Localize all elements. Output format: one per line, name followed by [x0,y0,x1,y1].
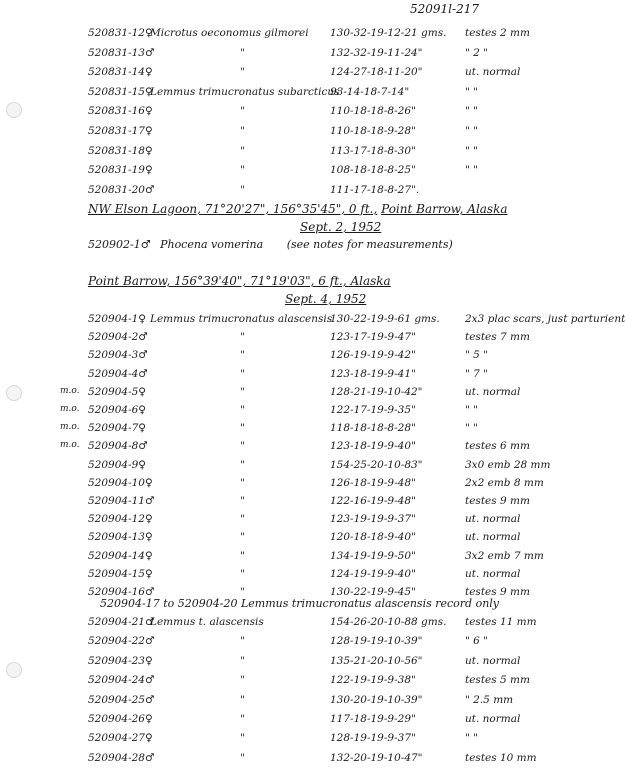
catalog-number: 520831-17♀ [88,125,153,137]
species-name: Lemmus trimucronatus subarcticus [150,85,340,98]
date-heading: Sept. 2, 1952 [300,220,382,234]
ditto-mark: " [240,349,245,362]
specimen-row [0,102,600,120]
ditto-mark: " [240,751,245,764]
ditto-mark: " [240,125,245,137]
specimen-row [0,365,600,383]
measurements: 154-25-20-10-83" [330,458,423,471]
location-place: Point Barrow, 156°39'40", 71°19'03", 6 ft., Alaska [88,274,391,288]
measurements: 128-19-19-10-39" [330,635,423,648]
catalog-number: 520831-14♀ [88,66,153,79]
measurements: 122-16-19-9-48" [330,495,416,507]
specimen-notes: 2x2 emb 8 mm [465,476,544,489]
catalog-number: 520904-15♀ [88,567,153,580]
catalog-number: 520904-13♀ [88,531,153,544]
specimen-notes: testes 9 mm [465,586,530,598]
species-name: Phocena vomerina [160,238,264,251]
specimen-notes: " 5 " [465,349,489,362]
specimen-notes: testes 6 mm [465,440,530,453]
catalog-number: 520904-6♀ [88,404,146,416]
entry-note: (see notes for measurements) [286,238,453,251]
specimen-notes: ut. normal [465,713,521,725]
ditto-mark: " [240,495,245,507]
specimen-notes: " 2.5 mm [465,693,514,706]
ditto-mark: " [240,693,245,706]
measurements: 154-26-20-10-88 gms. [330,616,447,628]
ditto-mark: " [240,144,245,157]
measurements: 130-22-19-9-61 gms. [330,313,440,325]
location-heading-elson-lagoon [88,202,508,216]
specimen-notes: " 2 " [465,46,489,59]
mo-mark: m.o. [60,422,80,433]
ditto-mark: " [240,164,245,177]
specimen-notes: testes 5 mm [465,674,530,687]
measurements: 113-17-18-8-30" [330,144,416,157]
specimen-row [0,652,600,670]
catalog-number: 520831-20♂ [88,183,155,196]
catalog-number: 520904-7♀ [88,422,146,435]
specimen-notes: ut. normal [465,654,521,667]
catalog-number: 520904-9♀ [88,458,146,471]
ditto-mark: " [240,422,245,435]
specimen-row [0,528,600,546]
specimen-row [0,671,600,689]
specimen-row [0,44,600,62]
ditto-mark: " [240,549,245,562]
specimen-notes: " " [465,164,478,177]
mo-mark: m.o. [60,440,80,451]
specimen-row [0,632,600,650]
measurements: 123-17-19-9-47" [330,331,416,344]
ditto-mark: " [240,567,245,580]
measurements: 130-20-19-10-39" [330,693,423,706]
ditto-mark: " [240,586,245,598]
catalog-number: 520904-3♂ [88,349,148,362]
specimen-row [0,749,600,767]
ditto-mark: " [240,635,245,648]
measurements: 108-18-18-8-25" [330,164,416,177]
phocena-entry [88,238,453,251]
specimen-row [0,547,600,565]
measurements: 134-19-19-9-50" [330,549,416,562]
specimen-row [0,729,600,747]
specimen-notes: testes 2 mm [465,27,530,39]
specimen-row [0,691,600,709]
specimen-notes: " " [465,732,478,745]
specimen-row [0,24,600,42]
species-name: Lemmus t. alascensis [150,616,264,628]
specimen-row [0,346,600,364]
measurements: 132-20-19-10-47" [330,751,423,764]
specimen-notes: ut. normal [465,531,521,544]
measurements: 122-17-19-9-35" [330,404,416,416]
specimen-notes: ut. normal [465,66,521,79]
location-place: Point Barrow, Alaska [381,202,508,216]
specimen-row [0,401,600,419]
specimen-notes: ut. normal [465,513,521,526]
page-number: 52091l-217 [410,2,479,16]
measurements: 118-18-18-8-28" [330,422,416,435]
specimen-row [0,613,600,631]
location-heading-point-barrow [88,274,391,288]
catalog-number: 520904-8♂ [88,440,148,453]
measurements: 130-22-19-9-45" [330,586,416,598]
catalog-number: 520904-28♂ [88,751,155,764]
measurements: 126-18-19-9-48" [330,476,416,489]
catalog-number: 520904-5♀ [88,385,146,398]
catalog-number: 520831-12♀ [88,27,153,39]
specimen-notes: testes 10 mm [465,751,537,764]
ditto-mark: " [240,513,245,526]
specimen-row [0,437,600,455]
specimen-row [0,328,600,346]
ditto-mark: " [240,404,245,416]
mo-mark: m.o. [60,385,80,396]
catalog-number: 520904-27♀ [88,732,153,745]
measurements: 123-18-19-9-41" [330,367,416,380]
species-name: Lemmus trimucronatus alascensis [150,313,333,325]
ditto-mark: " [240,674,245,687]
location-text: NW Elson Lagoon, 71°20'27", 156°35'45", 0 ft., [88,202,378,216]
ditto-mark: " [240,331,245,344]
specimen-row [0,83,600,101]
catalog-number: 520904-26♀ [88,713,153,725]
specimen-notes: testes 9 mm [465,495,530,507]
catalog-number: 520902-1♂ [88,238,151,251]
species-name: Microtus oeconomus gilmorei [150,27,309,39]
date-heading: Sept. 4, 1952 [285,292,367,306]
ditto-mark: " [240,183,245,196]
measurements: 123-18-19-9-40" [330,440,416,453]
ditto-mark: " [240,46,245,59]
specimen-notes: " 7 " [465,367,489,380]
mo-mark: m.o. [60,404,80,414]
catalog-number: 520904-24♂ [88,674,155,687]
measurements: 124-19-19-9-40" [330,567,416,580]
specimen-row [0,181,600,199]
measurements: 124-27-18-11-20" [330,66,423,79]
specimen-row [0,456,600,474]
measurements: 93-14-18-7-14" [330,85,410,98]
ditto-mark: " [240,385,245,398]
specimen-row [0,383,600,401]
catalog-number: 520831-18♀ [88,144,153,157]
specimen-notes: " " [465,105,478,118]
measurements: 132-32-19-11-24" [330,46,423,59]
ditto-mark: " [240,713,245,725]
measurements: 117-18-19-9-29" [330,713,416,725]
ditto-mark: " [240,105,245,118]
specimen-row [0,565,600,583]
catalog-number: 520831-15♀ [88,85,153,98]
measurements: 128-19-19-9-37" [330,732,416,745]
specimen-notes: " " [465,144,478,157]
catalog-number: 520831-13♂ [88,46,155,59]
catalog-number: 520831-16♀ [88,105,153,118]
catalog-number: 520904-12♀ [88,513,153,526]
measurements: 123-19-19-9-37" [330,513,416,526]
specimen-notes: " 6 " [465,635,489,648]
specimen-notes: " " [465,422,478,435]
ditto-mark: " [240,66,245,79]
ditto-mark: " [240,367,245,380]
catalog-number: 520904-14♀ [88,549,153,562]
specimen-row [0,122,600,140]
catalog-number: 520904-16♂ [88,586,155,598]
specimen-notes: " " [465,125,478,137]
specimen-row [0,63,600,81]
ditto-mark: " [240,654,245,667]
ditto-mark: " [240,732,245,745]
range-note: 520904-17 to 520904-20 Lemmus trimucronatus alascensis record only [100,597,500,610]
ditto-mark: " [240,440,245,453]
catalog-number: 520904-4♂ [88,367,148,380]
specimen-notes: 3x2 emb 7 mm [465,549,544,562]
catalog-number: 520831-19♀ [88,164,153,177]
ditto-mark: " [240,458,245,471]
specimen-row [0,142,600,160]
specimen-row [0,419,600,437]
measurements: 135-21-20-10-56" [330,654,423,667]
specimen-notes: testes 7 mm [465,331,530,344]
measurements: 110-18-18-9-28" [330,125,416,137]
measurements: 110-18-18-8-26" [330,105,416,118]
catalog-number: 520904-25♂ [88,693,155,706]
specimen-row [0,474,600,492]
specimen-notes: ut. normal [465,567,521,580]
catalog-number: 520904-22♂ [88,635,155,648]
catalog-number: 520904-10♀ [88,476,153,489]
specimen-notes: ut. normal [465,385,521,398]
catalog-number: 520904-2♂ [88,331,148,344]
measurements: 111-17-18-8-27". [330,183,420,196]
measurements: 120-18-18-9-40" [330,531,416,544]
measurements: 126-19-19-9-42" [330,349,416,362]
catalog-number: 520904-23♀ [88,654,153,667]
specimen-row [0,510,600,528]
specimen-notes: testes 11 mm [465,616,537,628]
ditto-mark: " [240,476,245,489]
specimen-row [0,492,600,510]
measurements: 128-21-19-10-42" [330,385,423,398]
specimen-row [0,310,625,328]
specimen-notes: " " [465,404,478,416]
specimen-row [0,161,600,179]
measurements: 130-32-19-12-21 gms. [330,27,447,39]
catalog-number: 520904-11♂ [88,495,155,507]
specimen-row [0,710,600,728]
specimen-notes: 3x0 emb 28 mm [465,458,551,471]
measurements: 122-19-19-9-38" [330,674,416,687]
catalog-number: 520904-21♂ [88,616,155,628]
ditto-mark: " [240,531,245,544]
specimen-notes: " " [465,85,478,98]
specimen-notes: 2x3 plac scars, just parturient [465,313,625,325]
catalog-number: 520904-1♀ [88,313,146,325]
